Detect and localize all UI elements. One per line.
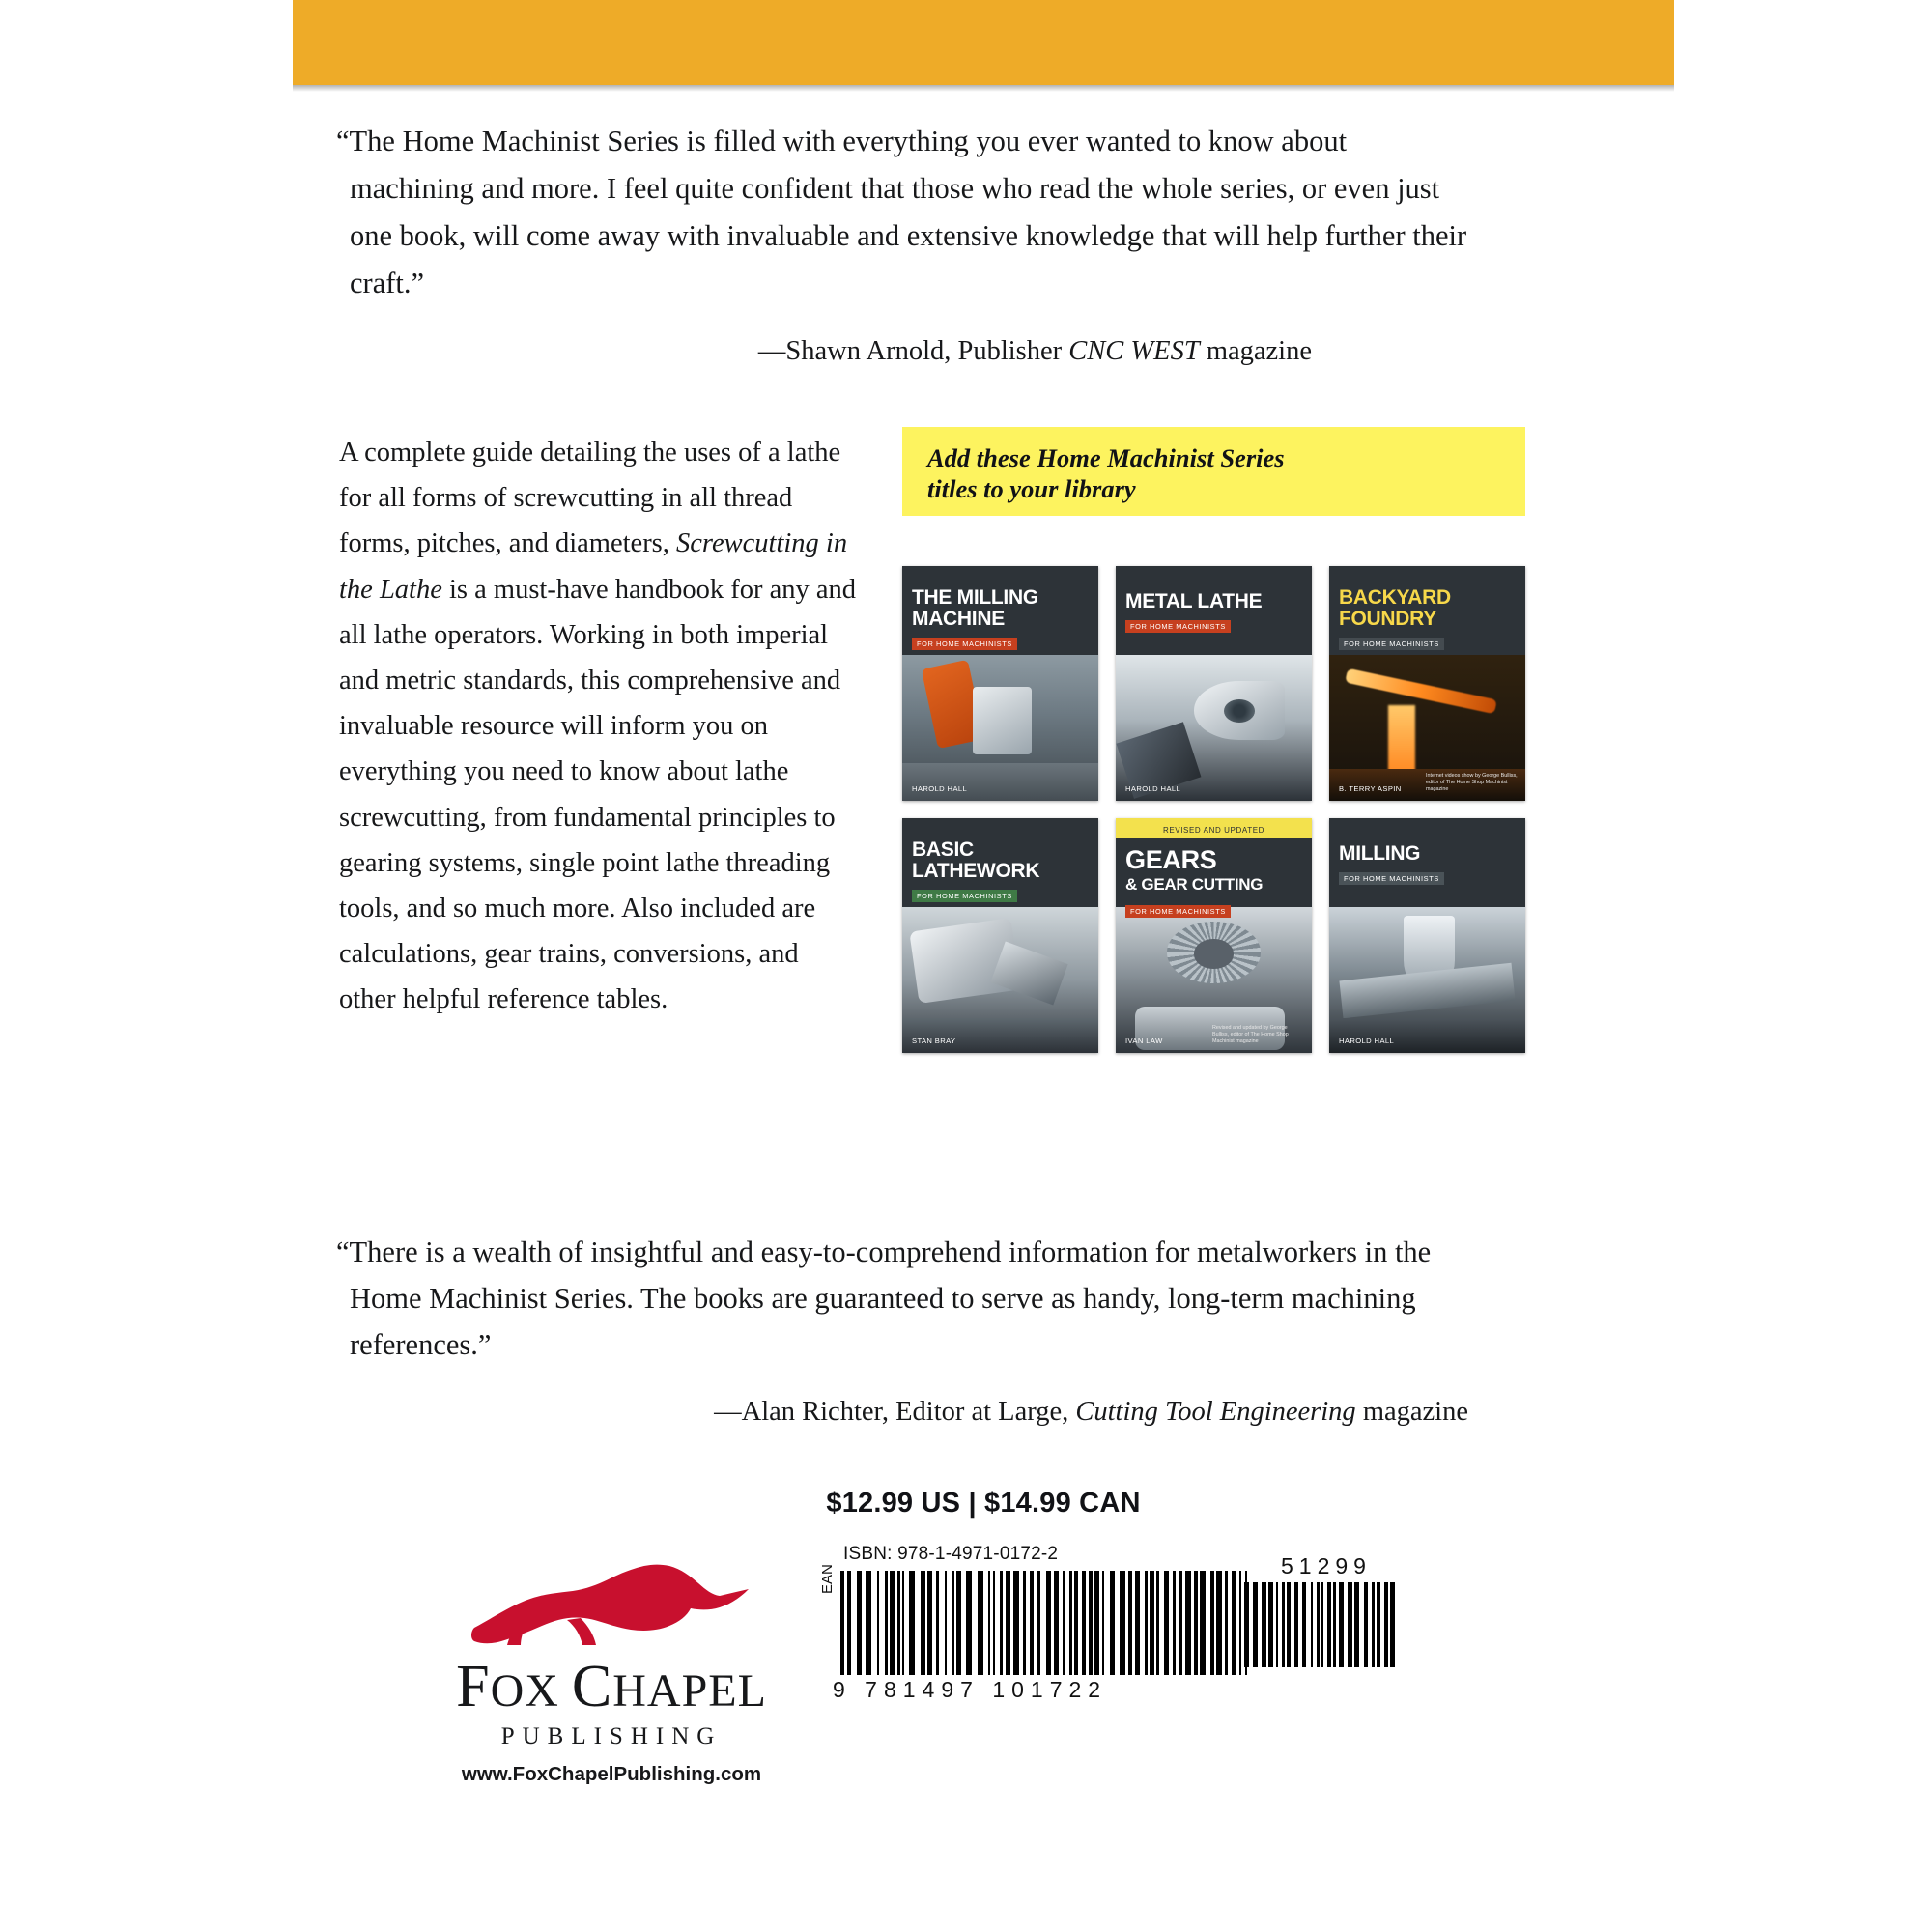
- description-book-title: Screwcutting in the Lathe: [339, 528, 848, 605]
- quote-top-attrib-prefix: —Shawn Arnold, Publisher: [757, 336, 1069, 366]
- book-thumb-milling[interactable]: [1329, 818, 1525, 1053]
- publisher-subtitle: PUBLISHING: [500, 1723, 723, 1749]
- ean-digits: 9 781497 101722: [833, 1677, 1108, 1702]
- book-thumb-banner: REVISED AND UPDATED: [1162, 826, 1265, 835]
- series-promo-panel: [902, 427, 1525, 516]
- promo-header-series-name: Home Machinist Series: [1037, 443, 1285, 472]
- book-thumb-metal-lathe[interactable]: [1116, 566, 1312, 801]
- book-thumb-note: Internet videos show by George Bulliss, editor of The Home Shop Machinist magazine: [1426, 773, 1518, 792]
- publisher-website[interactable]: www.FoxChapelPublishing.com: [461, 1763, 762, 1785]
- book-thumb-note: Revised and updated by George Bulliss, editor of The Home Shop Machinist magazine: [1212, 1025, 1289, 1044]
- book-thumb-author: IVAN LAW: [1125, 1037, 1163, 1045]
- testimonial-quote-top: [336, 118, 1476, 367]
- book-thumb-photo: [902, 907, 1098, 1053]
- testimonial-quote-bottom: [336, 1229, 1476, 1428]
- barcode-area: [819, 1544, 1418, 1747]
- price-line: $12.99 US | $14.99 CAN: [826, 1488, 1141, 1519]
- book-thumb-title-line-1: THE MILLING: [912, 586, 1038, 609]
- quote-top-attrib-publication: CNC WEST: [1068, 336, 1200, 366]
- book-thumb-subtitle: FOR HOME MACHINISTS: [912, 890, 1017, 902]
- book-thumb-title-line-2: LATHEWORK: [912, 860, 1040, 882]
- publisher-name-part-4: HAPEL: [612, 1665, 767, 1717]
- isbn-text: ISBN: 978-1-4971-0172-2: [843, 1544, 1059, 1564]
- promo-header-text-a: Add these: [927, 443, 1037, 472]
- quote-bottom-attrib-prefix: —Alan Richter, Editor at Large,: [714, 1397, 1076, 1427]
- book-thumb-title-line-1: GEARS: [1125, 845, 1217, 874]
- ean-addon-digits: 51299: [1281, 1553, 1372, 1578]
- book-thumb-title: [1339, 843, 1516, 865]
- quote-bottom-attribution: [336, 1397, 1476, 1428]
- book-thumb-subtitle: FOR HOME MACHINISTS: [1339, 872, 1444, 885]
- book-thumb-title-line-2: MACHINE: [912, 608, 1005, 630]
- book-thumb-title-line-1: BASIC: [912, 838, 974, 861]
- book-thumb-title: [912, 587, 1089, 630]
- book-thumb-title: [1125, 847, 1302, 897]
- ean-addon-barcode: [1244, 1582, 1400, 1667]
- book-thumb-photo: [1329, 907, 1525, 1053]
- book-description: [339, 430, 861, 1023]
- book-thumb-title: [1339, 587, 1516, 630]
- book-thumb-basic-lathework[interactable]: [902, 818, 1098, 1053]
- book-thumb-photo: [902, 655, 1098, 801]
- top-band-shadow: [293, 85, 1674, 92]
- publisher-logo: [399, 1560, 824, 1786]
- book-thumb-author: HAROLD HALL: [1339, 1037, 1395, 1045]
- quote-bottom-attrib-publication: Cutting Tool Engineering: [1075, 1397, 1356, 1427]
- book-thumb-subtitle: FOR HOME MACHINISTS: [1125, 905, 1231, 918]
- book-thumb-photo: [1116, 655, 1312, 801]
- top-color-band: [293, 0, 1674, 85]
- ean-barcode: [840, 1571, 1253, 1675]
- publisher-name-part-3: C: [571, 1654, 613, 1719]
- book-back-cover: [293, 0, 1674, 1884]
- book-thumb-backyard-foundry[interactable]: [1329, 566, 1525, 801]
- publisher-name: [399, 1653, 824, 1721]
- book-thumb-subtitle: FOR HOME MACHINISTS: [1125, 620, 1231, 633]
- book-thumb-author: B. TERRY ASPIN: [1339, 784, 1402, 793]
- quote-top-text: “The Home Machinist Series is filled with everything you ever wanted to know about machining and more. I feel quite confident that those who read the whole series, or even just one book, will come away with invaluable and extensive knowledge that will help further their craft.”: [336, 125, 1467, 299]
- promo-header-line-2: titles to your library: [927, 474, 1136, 503]
- quote-top-attrib-suffix: magazine: [1199, 336, 1312, 366]
- book-thumb-author: STAN BRAY: [912, 1037, 956, 1045]
- book-thumb-title: [912, 839, 1089, 882]
- description-part-1: A complete guide detailing the uses of a lathe for all forms of screwcutting in all thread forms, pitches, and diameters,: [339, 438, 841, 559]
- promo-header-line-1: [927, 442, 1504, 473]
- book-thumb-the-milling-machine[interactable]: [902, 566, 1098, 801]
- fox-logo-icon: [467, 1560, 756, 1649]
- book-thumb-title-line-1: MILLING: [1339, 842, 1421, 865]
- book-thumb-author: HAROLD HALL: [1125, 784, 1181, 793]
- series-book-grid: [902, 566, 1525, 1053]
- book-thumb-title-line-2: FOUNDRY: [1339, 608, 1436, 630]
- promo-header: [902, 427, 1525, 516]
- quote-bottom-attrib-suffix: magazine: [1355, 1397, 1468, 1427]
- ean-label: EAN: [819, 1564, 836, 1594]
- description-part-2: is a must-have handbook for any and all lathe operators. Working in both imperial and metric standards, this comprehensive and invaluable resource will inform you on everything you need to know about lathe screwcutting, from fundamental principles to gearing systems, single point lathe threading tools, and so much more. Also included are calculations, gear trains, conversions, and other helpful reference tables.: [339, 574, 857, 1015]
- book-thumb-gears-and-gear-cutting[interactable]: [1116, 818, 1312, 1053]
- book-thumb-title-line-2: & GEAR CUTTING: [1125, 875, 1264, 894]
- publisher-name-part-2: OX: [490, 1665, 572, 1717]
- book-thumb-title-line-1: METAL LATHE: [1125, 590, 1263, 612]
- book-thumb-subtitle: FOR HOME MACHINISTS: [912, 638, 1017, 650]
- quote-top-attribution: [336, 336, 1476, 367]
- book-thumb-title-line-1: BACKYARD: [1339, 586, 1451, 609]
- quote-bottom-text: “There is a wealth of insightful and easy-to-comprehend information for metalworkers in the Home Machinist Series. The books are guaranteed to serve as handy, long-term machining references.”: [336, 1236, 1432, 1361]
- book-thumb-title: [1125, 591, 1302, 612]
- publisher-name-part-1: F: [456, 1654, 491, 1719]
- book-thumb-subtitle: FOR HOME MACHINISTS: [1339, 638, 1444, 650]
- book-thumb-author: HAROLD HALL: [912, 784, 968, 793]
